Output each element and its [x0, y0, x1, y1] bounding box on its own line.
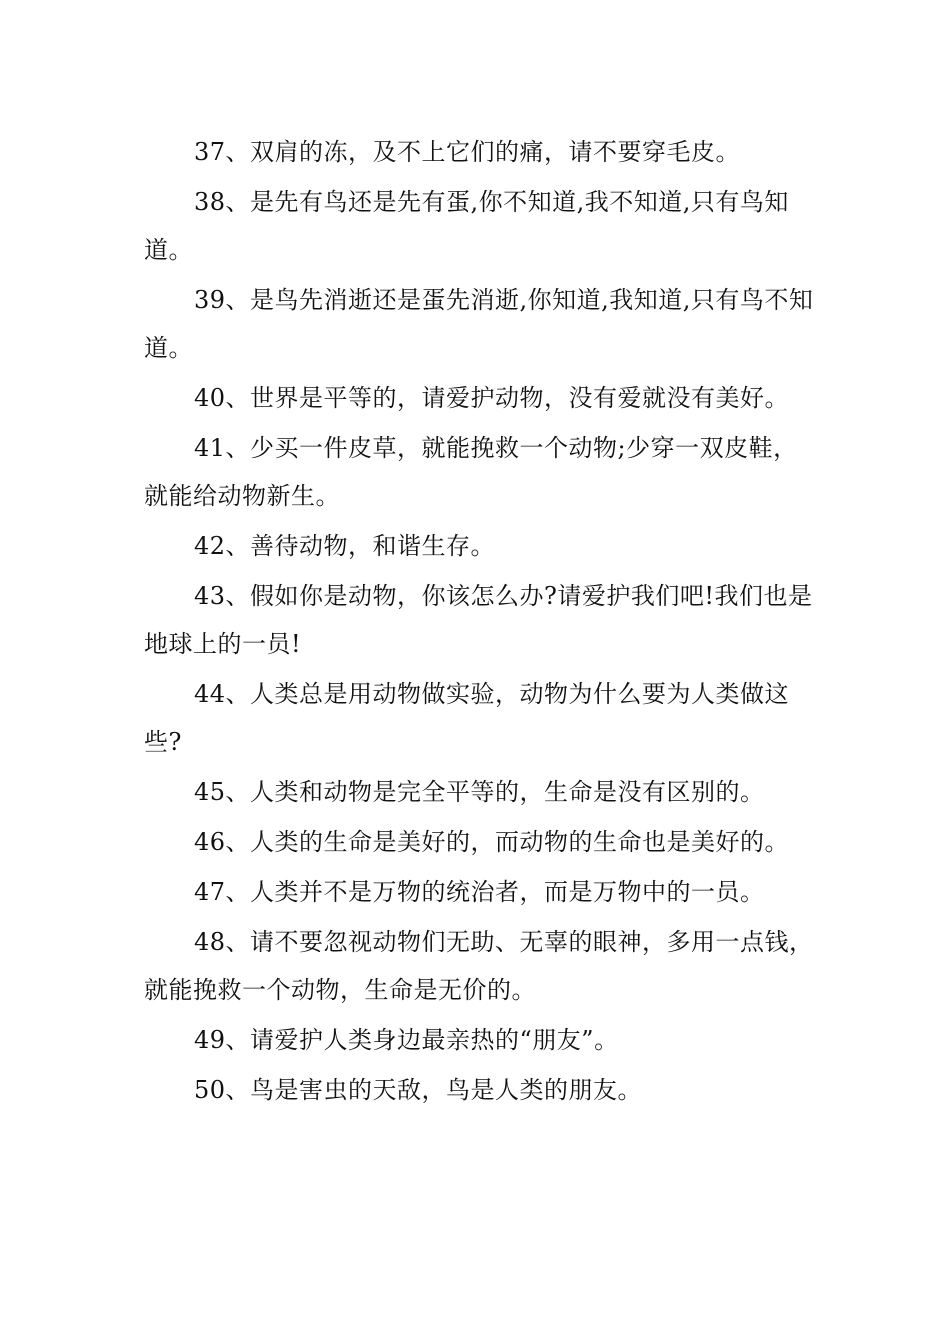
paragraph-38: 38、是先有鸟还是先有蛋,你不知道,我不知道,只有鸟知道。	[144, 188, 789, 264]
paragraph-39: 39、是鸟先消逝还是蛋先消逝,你知道,我知道,只有鸟不知道。	[144, 286, 814, 362]
paragraph-37: 37、双肩的冻，及不上它们的痛，请不要穿毛皮。	[194, 138, 741, 166]
paragraph-42: 42、善待动物，和谐生存。	[194, 532, 496, 560]
paragraph-41: 41、少买一件皮草，就能挽救一个动物;少穿一双皮鞋，就能给动物新生。	[144, 434, 798, 510]
paragraph-40: 40、世界是平等的，请爱护动物，没有爱就没有美好。	[194, 384, 790, 412]
paragraph-48: 48、请不要忽视动物们无助、无辜的眼神，多用一点钱，就能挽救一个动物，生命是无价的。	[144, 928, 814, 1004]
paragraph-45: 45、人类和动物是完全平等的，生命是没有区别的。	[194, 778, 765, 806]
document-body	[144, 128, 814, 1116]
paragraph-43: 43、假如你是动物，你该怎么办?请爱护我们吧!我们也是地球上的一员!	[144, 582, 813, 658]
paragraph-46: 46、人类的生命是美好的，而动物的生命也是美好的。	[194, 828, 790, 856]
paragraph-50: 50、鸟是害虫的天敌，鸟是人类的朋友。	[194, 1076, 643, 1104]
paragraph-44: 44、人类总是用动物做实验，动物为什么要为人类做这些?	[144, 680, 790, 756]
paragraph-49: 49、请爱护人类身边最亲热的“朋友”。	[194, 1026, 619, 1054]
paragraph-47: 47、人类并不是万物的统治者，而是万物中的一员。	[194, 878, 765, 906]
